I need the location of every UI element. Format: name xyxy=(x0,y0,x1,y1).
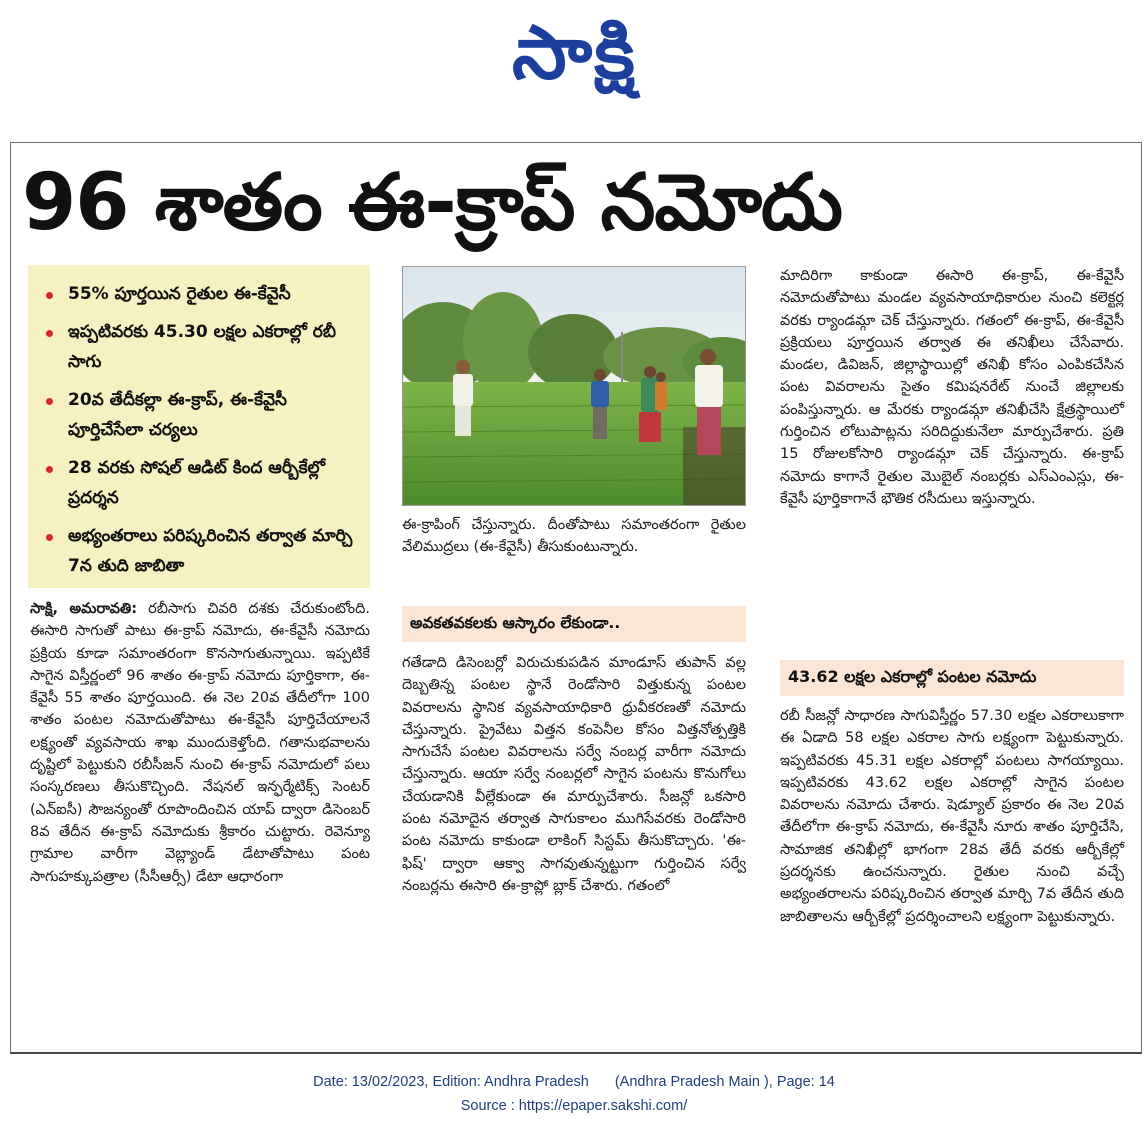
highlights-box xyxy=(28,265,370,588)
article-column-2 xyxy=(402,652,746,897)
sakshi-logo: సాక్షి xyxy=(511,9,637,96)
footer-date-edition: Date: 13/02/2023, Edition: Andhra Pradesh xyxy=(313,1074,589,1090)
article-body-text: మాదిరిగా కాకుండా ఈసారి ఈ-క్రాప్, ఈ-కేవైసీ నమోదుతోపాటు మండల వ్యవసాయాధికారుల నుంచి కలెక్టర్ల వరకు ర్యాండమ్గా చెక్ చేస్తున్నారు. గతంలో ఈ-క్రాప్, ఈ-కేవైసీ ప్రక్రియలు పూర్తయిన తర్వాత ఈ తనిఖీలు చేసేవారు. మండల, డివిజన్, జిల్లాస్థాయిల్లో తనిఖీ కోసం ఎంపికచేసిన పంట వివరాలను సైతం కమిషనరేట్ నుంచే జిల్లాలకు పంపిస్తున్నారు. ఆ మేరకు ర్యాండమ్గా తనిఖీచేసి క్షేత్రస్థాయిలో గుర్తించిన లోటుపాట్లను సరిదిద్దుకునేలా మార్పుచేశారు. ప్రతి 15 రోజులకోసారి ర్యాండమ్గా చెక్ చేస్తున్నారు. ఈ-క్రాప్ నమోదు కాగానే రైతుల మొబైల్ నంబర్లకు ఎస్ఎంఎస్లు, ఈ-కేవైసీ పూర్తికాగానే భౌతిక రసీదులు ఇస్తున్నారు. xyxy=(780,268,1124,507)
masthead xyxy=(0,0,1148,105)
bullet-icon xyxy=(46,534,53,541)
article-body-text: రబీ సీజన్లో సాధారణ సాగువిస్తీర్ణం 57.30 లక్షల ఎకరాలుకాగా ఈ ఏడాది 58 లక్షల ఎకరాల సాగు లక్ష్యంగా పెట్టుకున్నారు. ఇప్పటివరకు 45.31 లక్షల ఎకరాల్లో పంటలు సాగయ్యాయి. ఇప్పటివరకు 43.62 లక్షల ఎకరాల్లో సాగైన పంటల వివరాలను నమోదు చేశారు. షెడ్యూల్ ప్రకారం ఈ నెల 20వ తేదీలోగా ఈ-క్రాప్ నమోదు, ఈ-కేవైసీ నూరు శాతం పూర్తిచేసి, సామాజిక తనిఖీల్లో భాగంగా 28వ తేదీ వరకు ఆర్బీకేల్లో ప్రదర్శనకు ఉంచనున్నారు. రైతుల నుంచి వచ్చే అభ్యంతరాలను పరిష్కరించిన తర్వాత మార్చి 7వ తేదీన తుది జాబితాలను ఆర్బీకేల్లో ప్రదర్శించాలని లక్ష్యంగా పెట్టుకున్నారు. xyxy=(780,708,1124,925)
subheading-2: 43.62 లక్షల ఎకరాల్లో పంటల నమోదు xyxy=(780,660,1124,696)
highlight-text: అభ్యంతరాలు పరిష్కరించిన తర్వాత మార్చి 7న తుది జాబితా xyxy=(68,526,353,576)
highlight-text: ఇప్పటివరకు 45.30 లక్షల ఎకరాల్లో రబీ సాగు xyxy=(68,322,336,372)
footer-date-line xyxy=(0,1070,1148,1094)
footer-source: Source : https://epaper.sakshi.com/ xyxy=(460,1098,688,1114)
highlight-item xyxy=(42,317,358,377)
farmers-in-field-photo xyxy=(403,267,746,506)
footer xyxy=(0,1070,1148,1118)
headline: 96 శాతం ఈ-క్రాప్ నమోదు xyxy=(22,158,842,248)
bullet-icon xyxy=(46,466,53,473)
highlight-text: 28 వరకు సోషల్ ఆడిట్ కింద ఆర్బీకేల్లో ప్రదర్శన xyxy=(68,458,325,508)
article-column-1 xyxy=(30,598,370,888)
article-body-text: గతేడాది డిసెంబర్లో విరుచుకుపడిన మాండూస్ తుపాన్ వల్ల దెబ్బతిన్న పంటల స్థానే రెండోసారి విత్తుకున్న పంటల వివరాలను స్థానిక వ్యవసాయాధికారి ధ్రువీకరణతో నమోదు చేస్తున్నారు. ప్రైవేటు విత్తన కంపెనీల కోసం విత్తనోత్పత్తికి సాగుచేసే పంటల వివరాలను సర్వే నంబర్ల వారీగా నమోదు చేస్తున్నారు. ఆయా సర్వే నంబర్లలో సాగైన పంటను కొనుగోలు చేయడానికి వీల్లేకుండా ఈ మార్పుచేశారు. సీజన్లో ఒకసారి పంట నమోదైన తర్వాత సాగుకాలం ముగిసేవరకు రెండోసారి పంట నమోదు కాకుండా లాకింగ్ సిస్టమ్ తీసుకొచ్చారు. 'ఈ-ఫిష్' ద్వారా ఆక్వా సాగవుతున్నట్టుగా గుర్తించిన సర్వే నంబర్లను ఈసారి ఈ-క్రాప్లో బ్లాక్ చేశారు. గతంలో xyxy=(402,655,746,894)
photo-caption xyxy=(402,514,746,559)
subheading-1: అవకతవకలకు ఆస్కారం లేకుండా.. xyxy=(402,606,746,642)
news-photo xyxy=(402,266,746,506)
bullet-icon xyxy=(46,398,53,405)
dateline: సాక్షి, అమరావతి: xyxy=(30,601,138,617)
highlight-text: 20వ తేదీకల్లా ఈ-క్రాప్, ఈ-కేవైసీ పూర్తిచేసేలా చర్యలు xyxy=(68,390,287,440)
caption-text: ఈ-క్రాపింగ్ చేస్తున్నారు. దీంతోపాటు సమాంతరంగా రైతుల వేలిముద్రలు (ఈ-కేవైసీ) తీసుకుంటున్నారు. xyxy=(402,517,746,556)
article-column-3-top xyxy=(780,265,1124,510)
highlight-item xyxy=(42,385,358,445)
bullet-icon xyxy=(46,330,53,337)
article-column-3-bottom xyxy=(780,705,1124,928)
article-body-text: రబీసాగు చివరి దశకు చేరుకుంటోంది. ఈసారి సాగుతో పాటు ఈ-క్రాప్ నమోదు, ఈ-కేవైసీ నమోదు ప్రక్రియ కూడా సమాంతరంగా కొనసాగుతున్నాయి. ఇప్పటికే సాగైన విస్తీర్ణంలో 96 శాతం ఈ-క్రాప్ నమోదు పూర్తికాగా, ఈ-కేవైసీ 55 శాతం పూర్తయింది. ఈ నెల 20వ తేదీలోగా 100 శాతం పంటల నమోదుతోపాటు ఈ-కేవైసీ పూర్తిచేయాలనే లక్ష్యంతో వ్యవసాయ శాఖ ముందుకెళ్తోంది. గతానుభవాలను దృష్టిలో పెట్టుకుని రబీసీజన్ నుంచి ఈ-క్రాప్ నమోదులో పలు సంస్కరణలు తీసుకొచ్చింది. నేషనల్ ఇన్ఫర్మేటిక్స్ సెంటర్ (ఎన్ఐసీ) సౌజన్యంతో రూపొందించిన యాప్ ద్వారా డిసెంబర్ 8వ తేదీన ఈ-క్రాప్ నమోదుకు శ్రీకారం చుట్టారు. రెవెన్యూ గ్రామాల వారీగా వెబ్ల్యాండ్ డేటాతోపాటు పంట సాగుహక్కుపత్రాల (సీసీఆర్సీ) డేటా ఆధారంగా xyxy=(30,601,370,885)
bullet-icon xyxy=(46,292,53,299)
highlight-item xyxy=(42,279,358,309)
highlight-item xyxy=(42,453,358,513)
highlight-item xyxy=(42,521,358,581)
highlights-list xyxy=(42,279,358,581)
highlight-text: 55% పూర్తయిన రైతుల ఈ-కేవైసీ xyxy=(68,284,291,304)
footer-page: (Andhra Pradesh Main ), Page: 14 xyxy=(614,1074,835,1090)
article-paragraph xyxy=(30,598,370,888)
